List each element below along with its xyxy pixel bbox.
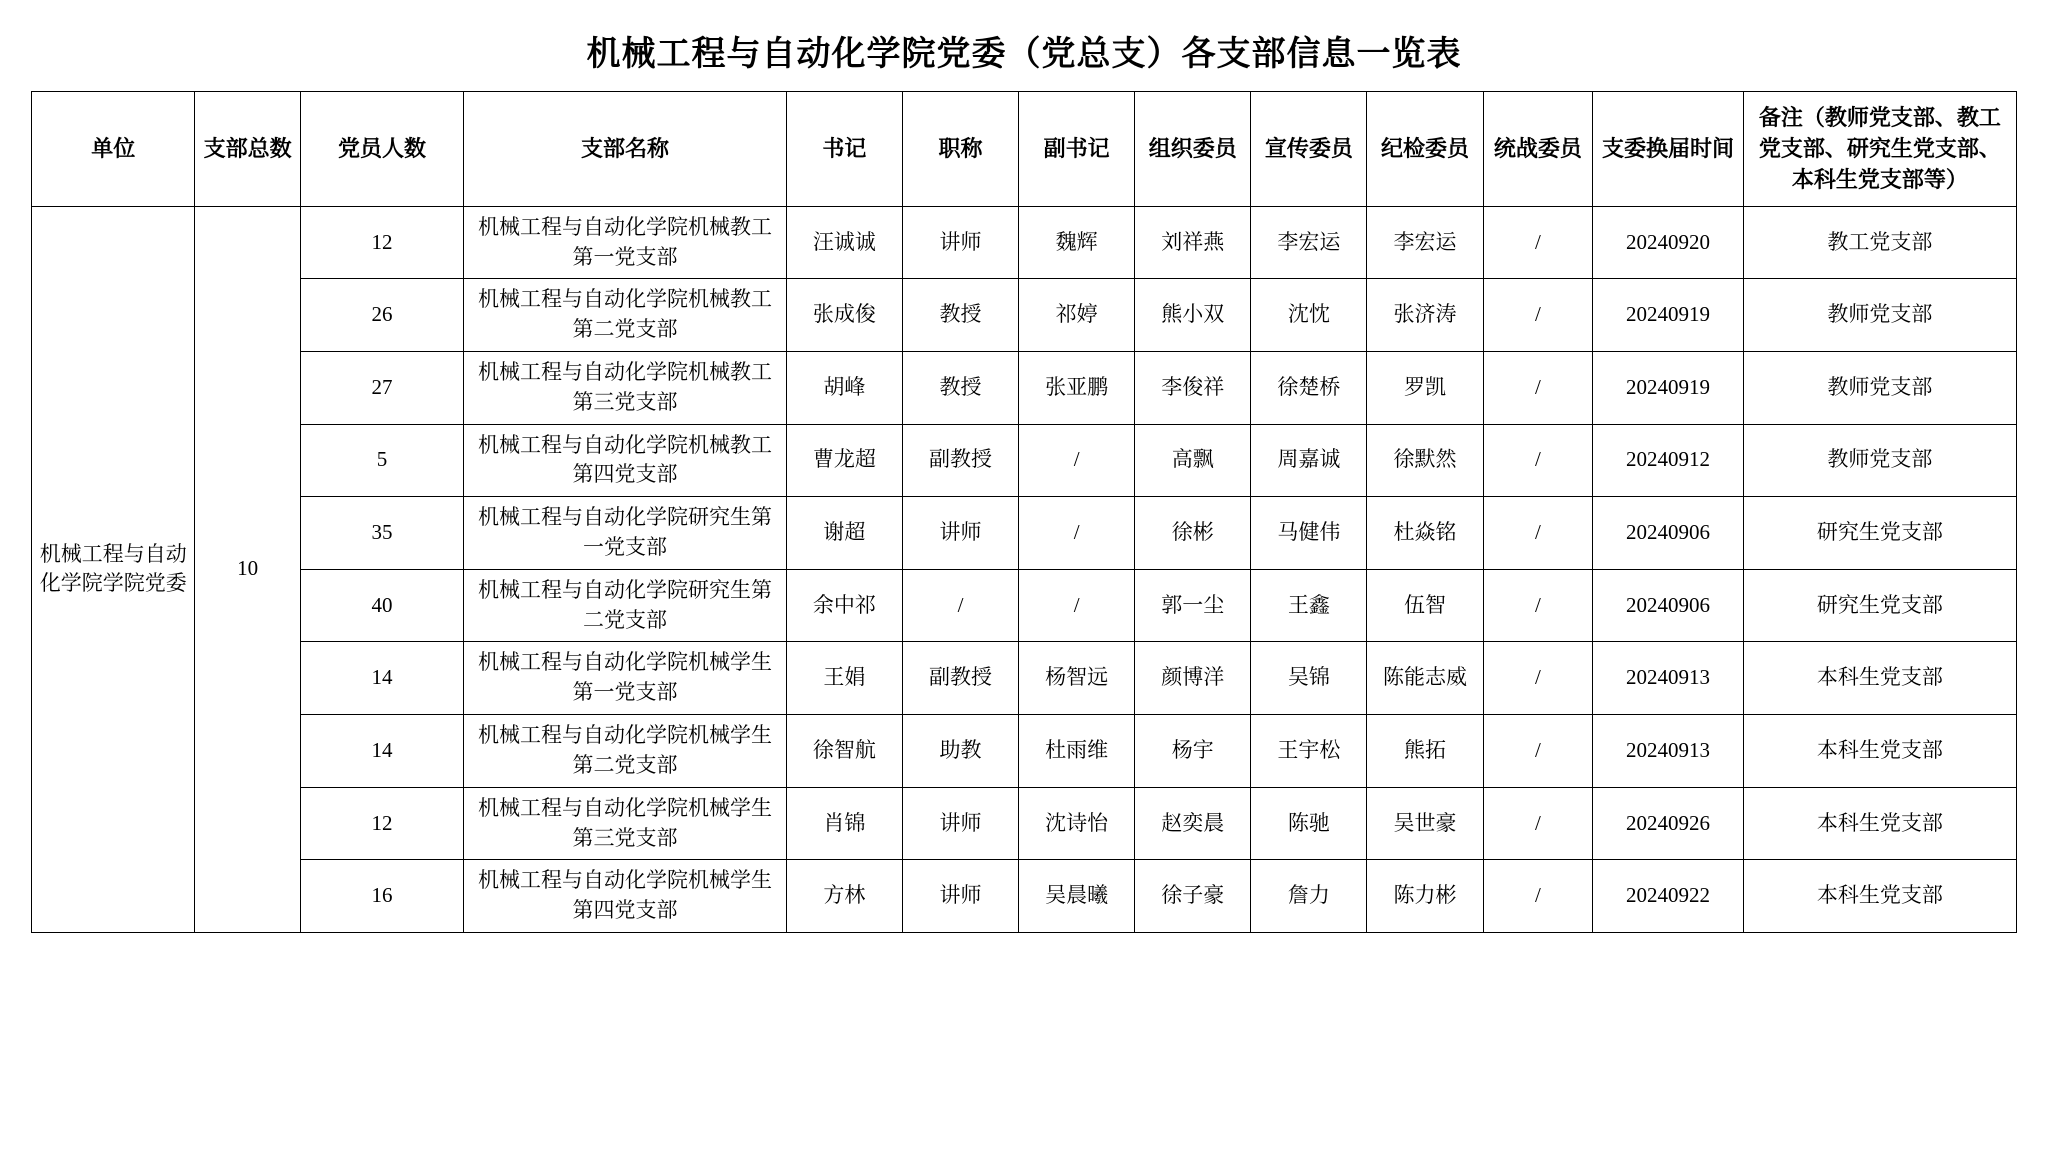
cell-branch-name: 机械工程与自动化学院机械学生第四党支部 — [464, 860, 787, 933]
cell-united-front-member: / — [1483, 279, 1593, 352]
cell-branch-name: 机械工程与自动化学院机械学生第一党支部 — [464, 642, 787, 715]
page-title: 机械工程与自动化学院党委（党总支）各支部信息一览表 — [586, 36, 1462, 73]
cell-organization-member: 高飘 — [1135, 424, 1251, 497]
cell-discipline-member: 杜焱铭 — [1367, 497, 1483, 570]
table-row — [32, 497, 2017, 570]
cell-remark: 研究生党支部 — [1743, 569, 2016, 642]
cell-branch-name: 机械工程与自动化学院机械教工第三党支部 — [464, 351, 787, 424]
cell-publicity-member: 王鑫 — [1251, 569, 1367, 642]
cell-organization-member: 赵奕晨 — [1135, 787, 1251, 860]
cell-unit: 机械工程与自动化学院学院党委 — [32, 206, 195, 932]
cell-election-date: 20240922 — [1593, 860, 1744, 933]
cell-member-count: 26 — [300, 279, 463, 352]
column-header-branch-total: 支部总数 — [195, 92, 300, 207]
cell-secretary: 汪诚诚 — [786, 206, 902, 279]
column-header-deputy-secretary: 副书记 — [1019, 92, 1135, 207]
cell-member-count: 12 — [300, 787, 463, 860]
cell-secretary: 王娟 — [786, 642, 902, 715]
cell-publicity-member: 沈忱 — [1251, 279, 1367, 352]
cell-secretary: 肖锦 — [786, 787, 902, 860]
cell-deputy-secretary: / — [1019, 424, 1135, 497]
table-row — [32, 351, 2017, 424]
cell-secretary: 徐智航 — [786, 715, 902, 788]
cell-discipline-member: 李宏运 — [1367, 206, 1483, 279]
branch-info-table — [31, 91, 2017, 933]
cell-united-front-member: / — [1483, 497, 1593, 570]
cell-election-date: 20240913 — [1593, 715, 1744, 788]
cell-job-title: 讲师 — [902, 860, 1018, 933]
cell-branch-name: 机械工程与自动化学院机械教工第四党支部 — [464, 424, 787, 497]
column-header-member-count: 党员人数 — [300, 92, 463, 207]
cell-secretary: 曹龙超 — [786, 424, 902, 497]
cell-job-title: / — [902, 569, 1018, 642]
cell-united-front-member: / — [1483, 860, 1593, 933]
cell-remark: 教师党支部 — [1743, 351, 2016, 424]
cell-deputy-secretary: 吴晨曦 — [1019, 860, 1135, 933]
cell-remark: 教师党支部 — [1743, 424, 2016, 497]
cell-deputy-secretary: / — [1019, 497, 1135, 570]
cell-secretary: 谢超 — [786, 497, 902, 570]
cell-job-title: 副教授 — [902, 424, 1018, 497]
cell-organization-member: 杨宇 — [1135, 715, 1251, 788]
cell-deputy-secretary: 魏辉 — [1019, 206, 1135, 279]
cell-deputy-secretary: 张亚鹏 — [1019, 351, 1135, 424]
cell-discipline-member: 陈能志威 — [1367, 642, 1483, 715]
table-header — [32, 92, 2017, 207]
cell-member-count: 27 — [300, 351, 463, 424]
table-row — [32, 787, 2017, 860]
cell-discipline-member: 吴世豪 — [1367, 787, 1483, 860]
cell-deputy-secretary: 杨智远 — [1019, 642, 1135, 715]
cell-secretary: 余中祁 — [786, 569, 902, 642]
cell-remark: 教师党支部 — [1743, 279, 2016, 352]
cell-branch-name: 机械工程与自动化学院研究生第二党支部 — [464, 569, 787, 642]
cell-deputy-secretary: / — [1019, 569, 1135, 642]
column-header-unit: 单位 — [32, 92, 195, 207]
cell-organization-member: 徐子豪 — [1135, 860, 1251, 933]
cell-discipline-member: 罗凯 — [1367, 351, 1483, 424]
table-row — [32, 279, 2017, 352]
cell-organization-member: 熊小双 — [1135, 279, 1251, 352]
cell-branch-name: 机械工程与自动化学院机械教工第一党支部 — [464, 206, 787, 279]
table-body — [32, 206, 2017, 932]
cell-election-date: 20240920 — [1593, 206, 1744, 279]
cell-secretary: 张成俊 — [786, 279, 902, 352]
cell-branch-name: 机械工程与自动化学院机械教工第二党支部 — [464, 279, 787, 352]
cell-branch-name: 机械工程与自动化学院机械学生第三党支部 — [464, 787, 787, 860]
cell-election-date: 20240906 — [1593, 497, 1744, 570]
cell-organization-member: 李俊祥 — [1135, 351, 1251, 424]
cell-member-count: 16 — [300, 860, 463, 933]
table-row — [32, 424, 2017, 497]
column-header-branch-name: 支部名称 — [464, 92, 787, 207]
cell-discipline-member: 徐默然 — [1367, 424, 1483, 497]
column-header-discipline-member: 纪检委员 — [1367, 92, 1483, 207]
cell-organization-member: 徐彬 — [1135, 497, 1251, 570]
cell-united-front-member: / — [1483, 642, 1593, 715]
cell-member-count: 14 — [300, 642, 463, 715]
column-header-organization-member: 组织委员 — [1135, 92, 1251, 207]
cell-election-date: 20240912 — [1593, 424, 1744, 497]
cell-job-title: 讲师 — [902, 787, 1018, 860]
cell-remark: 本科生党支部 — [1743, 860, 2016, 933]
cell-election-date: 20240926 — [1593, 787, 1744, 860]
cell-remark: 研究生党支部 — [1743, 497, 2016, 570]
cell-discipline-member: 伍智 — [1367, 569, 1483, 642]
cell-deputy-secretary: 杜雨维 — [1019, 715, 1135, 788]
cell-organization-member: 刘祥燕 — [1135, 206, 1251, 279]
cell-united-front-member: / — [1483, 569, 1593, 642]
table-row — [32, 860, 2017, 933]
cell-branch-total: 10 — [195, 206, 300, 932]
column-header-publicity-member: 宣传委员 — [1251, 92, 1367, 207]
cell-election-date: 20240919 — [1593, 279, 1744, 352]
cell-publicity-member: 徐楚桥 — [1251, 351, 1367, 424]
cell-election-date: 20240919 — [1593, 351, 1744, 424]
table-row — [32, 642, 2017, 715]
cell-discipline-member: 陈力彬 — [1367, 860, 1483, 933]
cell-organization-member: 颜博洋 — [1135, 642, 1251, 715]
cell-discipline-member: 张济涛 — [1367, 279, 1483, 352]
cell-job-title: 副教授 — [902, 642, 1018, 715]
cell-job-title: 助教 — [902, 715, 1018, 788]
table-row — [32, 206, 2017, 279]
column-header-job-title: 职称 — [902, 92, 1018, 207]
column-header-united-front-member: 统战委员 — [1483, 92, 1593, 207]
cell-publicity-member: 王宇松 — [1251, 715, 1367, 788]
cell-job-title: 教授 — [902, 279, 1018, 352]
cell-publicity-member: 马健伟 — [1251, 497, 1367, 570]
cell-secretary: 胡峰 — [786, 351, 902, 424]
cell-remark: 本科生党支部 — [1743, 715, 2016, 788]
cell-united-front-member: / — [1483, 351, 1593, 424]
cell-member-count: 14 — [300, 715, 463, 788]
cell-remark: 本科生党支部 — [1743, 787, 2016, 860]
cell-deputy-secretary: 祁婷 — [1019, 279, 1135, 352]
cell-job-title: 讲师 — [902, 497, 1018, 570]
cell-publicity-member: 詹力 — [1251, 860, 1367, 933]
cell-remark: 本科生党支部 — [1743, 642, 2016, 715]
cell-deputy-secretary: 沈诗怡 — [1019, 787, 1135, 860]
cell-remark: 教工党支部 — [1743, 206, 2016, 279]
cell-branch-name: 机械工程与自动化学院研究生第一党支部 — [464, 497, 787, 570]
cell-secretary: 方林 — [786, 860, 902, 933]
cell-job-title: 教授 — [902, 351, 1018, 424]
column-header-secretary: 书记 — [786, 92, 902, 207]
cell-united-front-member: / — [1483, 206, 1593, 279]
cell-publicity-member: 周嘉诚 — [1251, 424, 1367, 497]
cell-publicity-member: 吴锦 — [1251, 642, 1367, 715]
column-header-election-date: 支委换届时间 — [1593, 92, 1744, 207]
cell-election-date: 20240913 — [1593, 642, 1744, 715]
cell-discipline-member: 熊拓 — [1367, 715, 1483, 788]
cell-organization-member: 郭一尘 — [1135, 569, 1251, 642]
cell-election-date: 20240906 — [1593, 569, 1744, 642]
table-row — [32, 569, 2017, 642]
column-header-remark: 备注（教师党支部、教工党支部、研究生党支部、本科生党支部等） — [1743, 92, 2016, 207]
cell-united-front-member: / — [1483, 787, 1593, 860]
cell-job-title: 讲师 — [902, 206, 1018, 279]
cell-publicity-member: 李宏运 — [1251, 206, 1367, 279]
cell-branch-name: 机械工程与自动化学院机械学生第二党支部 — [464, 715, 787, 788]
cell-member-count: 40 — [300, 569, 463, 642]
cell-member-count: 12 — [300, 206, 463, 279]
cell-member-count: 35 — [300, 497, 463, 570]
cell-united-front-member: / — [1483, 424, 1593, 497]
cell-member-count: 5 — [300, 424, 463, 497]
table-header-row — [32, 92, 2017, 207]
cell-united-front-member: / — [1483, 715, 1593, 788]
cell-publicity-member: 陈驰 — [1251, 787, 1367, 860]
table-row — [32, 715, 2017, 788]
